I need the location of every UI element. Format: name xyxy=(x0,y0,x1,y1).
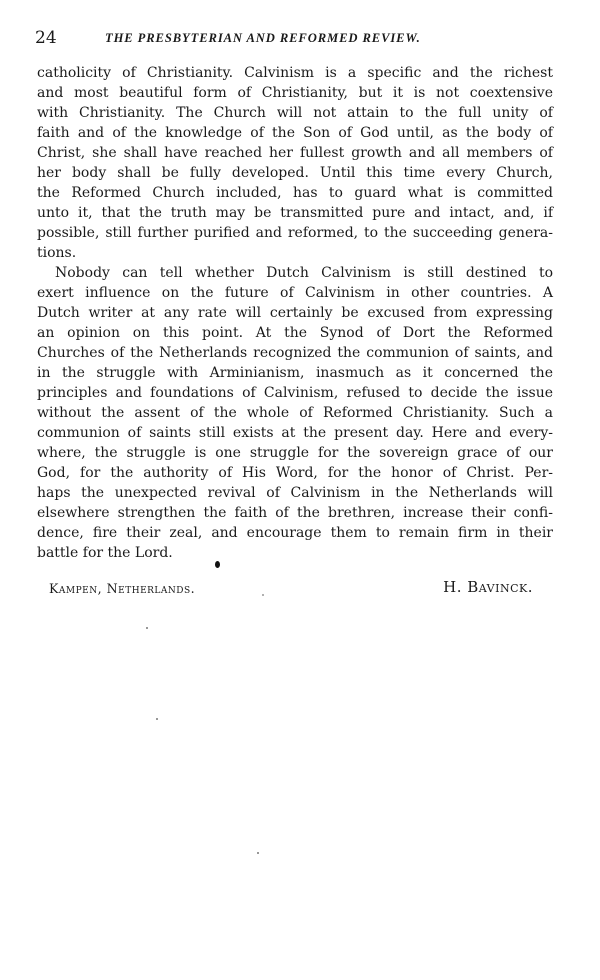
text-line: unto it, that the truth may be transmitted pure and intact, and, if xyxy=(37,205,553,221)
body-text xyxy=(37,63,553,563)
text-line: catholicity of Christianity. Calvinism is a specific and the richest xyxy=(37,65,553,81)
text-line: tions. xyxy=(37,245,77,261)
signoff xyxy=(49,578,533,602)
text-line: battle for the Lord. xyxy=(37,545,173,561)
text-line: in the struggle with Arminianism, inasmuch as it concerned the xyxy=(37,365,553,381)
text-line: where, the struggle is one struggle for the sovereign grace of our xyxy=(37,445,553,461)
text-line: Christ, she shall have reached her fullest growth and all members of xyxy=(37,145,553,161)
text-line: Dutch writer at any rate will certainly be excused from expressing xyxy=(37,305,553,321)
paper-speck xyxy=(257,852,259,854)
text-line: God, for the authority of His Word, for the honor of Christ. Per- xyxy=(37,465,553,481)
text-line: exert influence on the future of Calvinism in other countries. A xyxy=(37,285,553,301)
text-line: communion of saints still exists at the present day. Here and every- xyxy=(37,425,553,441)
text-line: haps the unexpected revival of Calvinism in the Netherlands will xyxy=(37,485,553,501)
running-title: THE PRESBYTERIAN AND REFORMED REVIEW. xyxy=(105,31,421,45)
paper-speck xyxy=(156,718,158,720)
running-head xyxy=(35,28,553,50)
text-line: the Reformed Church included, has to guard what is committed xyxy=(37,185,553,201)
page-number: 24 xyxy=(35,28,57,48)
paper-speck xyxy=(262,594,264,596)
text-line: and most beautiful form of Christianity, but it is not coextensive xyxy=(37,85,553,101)
signoff-place: Kampen, Netherlands. xyxy=(49,581,196,596)
text-line: faith and of the knowledge of the Son of God until, as the body of xyxy=(37,125,553,141)
text-line: with Christianity. The Church will not attain to the full unity of xyxy=(37,105,553,121)
signoff-author: H. Bavinck. xyxy=(443,578,533,596)
ink-dot xyxy=(215,561,220,568)
paper-speck xyxy=(146,627,148,629)
text-line: elsewhere strengthen the faith of the brethren, increase their confi- xyxy=(37,505,553,521)
text-line: Nobody can tell whether Dutch Calvinism is still destined to xyxy=(55,265,553,281)
text-line: an opinion on this point. At the Synod of Dort the Reformed xyxy=(37,325,553,341)
text-line: principles and foundations of Calvinism, refused to decide the issue xyxy=(37,385,553,401)
text-line: her body shall be fully developed. Until this time every Church, xyxy=(37,165,553,181)
text-line: possible, still further purified and reformed, to the succeeding genera- xyxy=(37,225,553,241)
text-line: without the assent of the whole of Reformed Christianity. Such a xyxy=(37,405,553,421)
text-line: dence, fire their zeal, and encourage them to remain firm in their xyxy=(37,525,553,541)
text-line: Churches of the Netherlands recognized the communion of saints, and xyxy=(37,345,553,361)
